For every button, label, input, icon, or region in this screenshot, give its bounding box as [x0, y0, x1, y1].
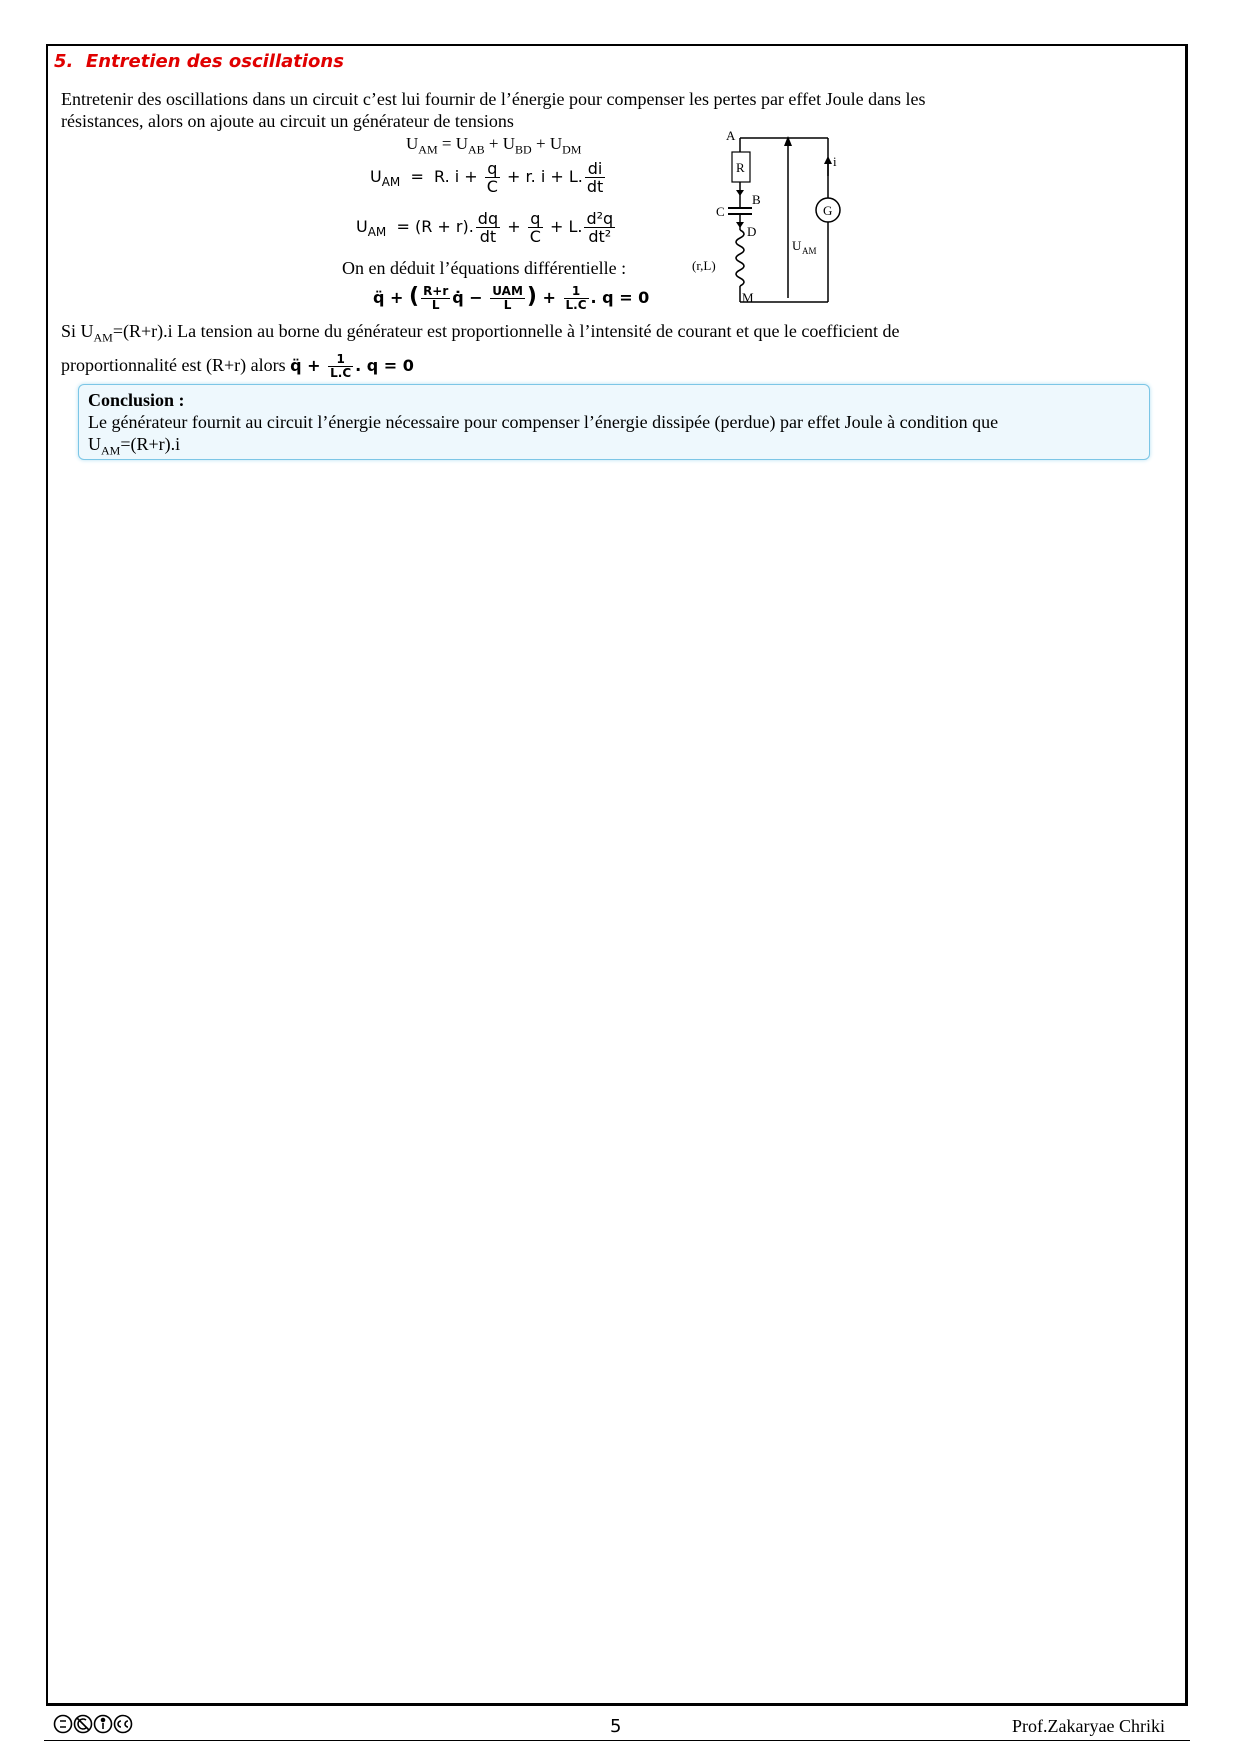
- capacitor-label: C: [716, 204, 725, 219]
- node-D-label: D: [747, 224, 757, 239]
- voltage-label-sub: AM: [802, 246, 817, 256]
- conclusion-title: Conclusion :: [88, 390, 185, 410]
- voltage-label: U: [792, 238, 802, 253]
- inductor-label: (r,L): [692, 258, 716, 273]
- conclusion-condition: $U_{AM}=(R+r).i$: [88, 434, 181, 458]
- deduce-text: On en déduit l’équations différentielle :: [342, 258, 627, 278]
- si-paragraph: Si $U_{AM}=(R+r).i$ La tension au borne du générateur est proportionnelle à l’intensité de courant et que le coefficient de proportionnalité est (R+r) alors q̈ + $\frac{1}{L.C}$ . q = 0: [61, 321, 900, 380]
- author-name: Prof.Zakaryae Chriki: [1012, 1716, 1165, 1736]
- circuit-diagram: [688, 130, 848, 310]
- equation-voltage-sum: $U_{AM} = U_{AB} + U_{BD} + U_{DM}$: [406, 134, 582, 157]
- footer-rule: [44, 1740, 1190, 1741]
- resistor-label: R: [736, 160, 745, 175]
- node-B-label: B: [752, 192, 761, 207]
- equation-uam-charge: $U_{AM} = (R + r)$. $\frac{dq}{dt}$ + $\frac{q}{C}$ + L. $\frac{\text{d²q}}{\text{dt²}}$: [356, 209, 614, 246]
- node-M-label: M: [742, 290, 754, 305]
- intro-paragraph: Entretenir des oscillations dans un circuit c’est lui fournir de l’énergie pour compenser les pertes par effet Joule dans les résistances, alors on ajoute au circuit un générateur de tensions: [61, 89, 926, 131]
- generator-label: G: [823, 203, 833, 218]
- differential-equation: q̈ + ( $\frac{R+r}{L}$ q̇ − $\frac{\text{UAM}}{L}$ ) + $\frac{1}{L.C}$ . q = 0: [373, 284, 650, 312]
- cc-by-nc-nd-icon: [52, 1713, 142, 1735]
- node-A-label: A: [726, 130, 736, 143]
- simplified-equation: q̈ + $\frac{1}{L.C}$ . q = 0: [290, 351, 414, 380]
- conclusion-box: [78, 384, 1150, 460]
- equation-uam-expanded: $U_{AM} = R$. i + $\frac{q}{C}$ + r. i + L. $\frac{di}{dt}$: [370, 159, 604, 196]
- current-label: i: [833, 154, 837, 169]
- section-title: 5. Entretien des oscillations: [54, 51, 344, 72]
- page-number: 5: [610, 1716, 622, 1737]
- conclusion-text: Le générateur fournit au circuit l’énergie nécessaire pour compenser l’énergie dissipée (perdue) par effet Joule à condition que: [88, 412, 999, 432]
